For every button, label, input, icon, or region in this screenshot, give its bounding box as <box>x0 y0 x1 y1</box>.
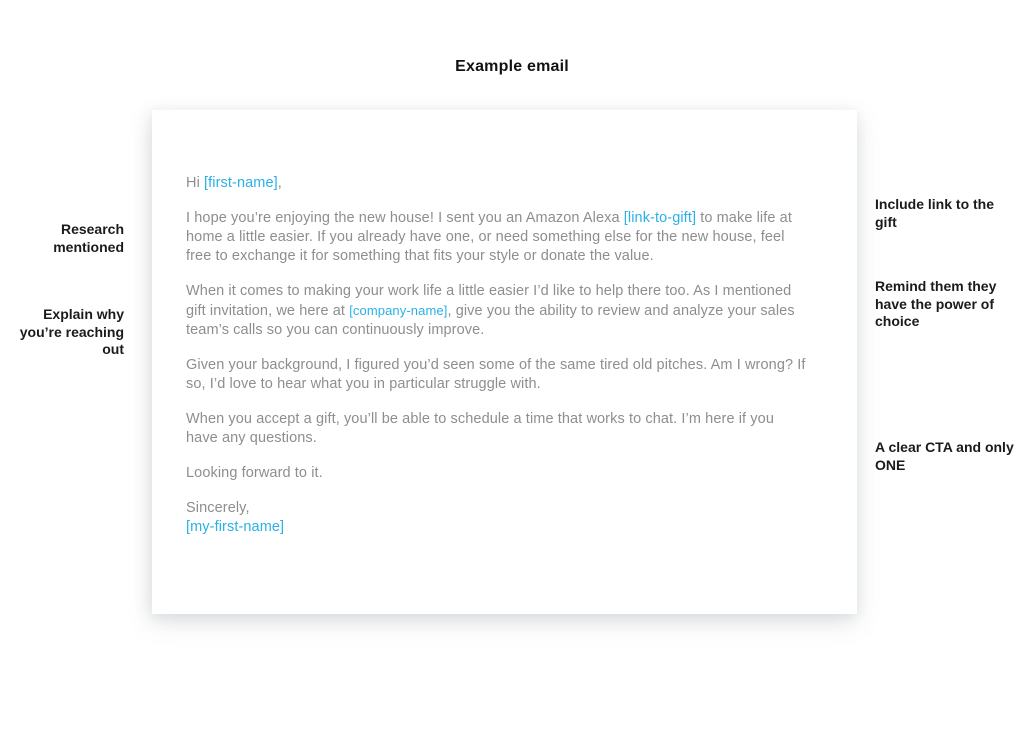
merge-tag: [first-name] <box>204 175 278 191</box>
annotation-clear-cta: A clear CTA and only ONE <box>875 439 1014 473</box>
email-text: , give you the ability to review and analyze your sales team’s calls so you can continuously improve. <box>186 303 795 338</box>
email-text: When it comes to making your work life a little easier I’d like to help there too. As I mentioned gift invitation, we here at <box>186 283 792 319</box>
annotation-include-link-to-gift: Include link to the gift <box>875 196 995 230</box>
merge-tag: [link-to-gift] <box>623 210 697 226</box>
email-text: When you accept a gift, you’ll be able to schedule a time that works to chat. I’m here if you have any questions. <box>186 411 774 446</box>
email-paragraph <box>186 209 808 266</box>
email-text: to make life at home a little easier. If you already have one, or need something else for the new house, feel free to exchange it for something that fits your style or donate the value. <box>186 210 792 264</box>
email-text: Sincerely, <box>186 500 250 516</box>
email-text: Looking forward to it. <box>186 465 323 481</box>
email-paragraph <box>186 464 808 483</box>
merge-tag: [company-name] <box>349 303 448 318</box>
email-paragraph <box>186 499 808 537</box>
email-text: , <box>277 175 282 191</box>
email-text: Given your background, I figured you’d seen some of the same tired old pitches. Am I wrong? If so, I’d love to hear what you in particular struggle with. <box>186 357 806 392</box>
email-text: Hi <box>186 175 205 191</box>
email-card <box>152 110 857 614</box>
annotation-power-of-choice: Remind them they have the power of choice <box>875 278 997 329</box>
email-paragraph <box>186 410 808 448</box>
email-paragraph <box>186 282 808 340</box>
annotation-explain-why-reaching-out: Explain why you’re reaching out <box>19 306 124 357</box>
annotation-research-mentioned: Research mentioned <box>53 221 124 255</box>
page-title: Example email <box>455 58 569 75</box>
email-body <box>186 174 808 553</box>
email-paragraph <box>186 174 808 193</box>
email-paragraph <box>186 356 808 394</box>
merge-tag: [my-first-name] <box>186 519 285 535</box>
email-text: I hope you’re enjoying the new house! I sent you an Amazon Alexa <box>186 210 624 226</box>
